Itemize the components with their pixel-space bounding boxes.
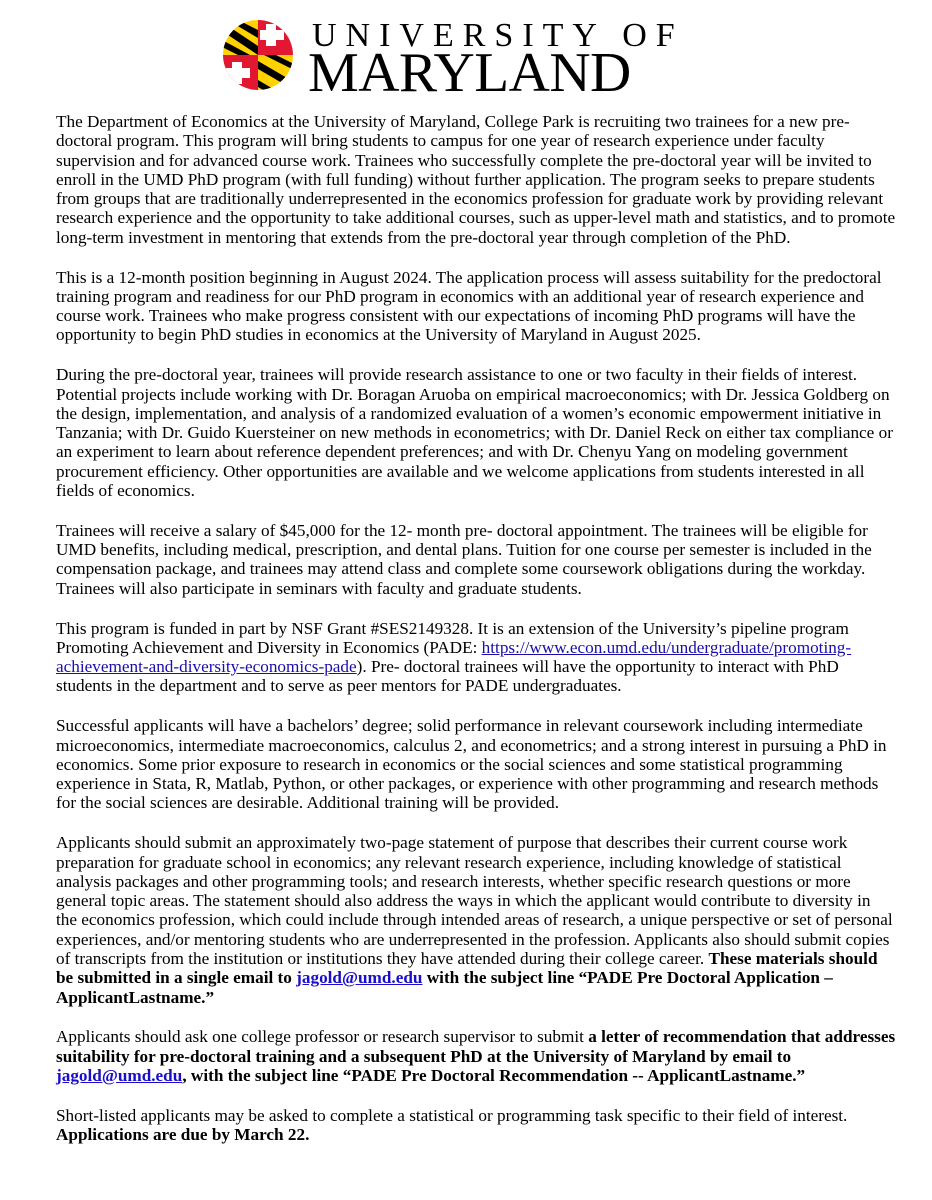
text: procurement efficiency. Other opportunities are available and we welcome applications from students interested in all [56,461,865,481]
text: microeconomics, intermediate macroeconomics, calculus 2, and econometrics; and a strong interest in pursuing a PhD in [56,735,887,755]
text-line [56,228,916,247]
text: supervision and for advanced course work. Trainees who successfully complete the pre-doctoral year will be invited to [56,150,872,170]
paragraph-7 [56,833,916,1007]
text-line [56,774,916,793]
text: Short-listed applicants may be asked to complete a statistical or programming task specific to their field of interest. [56,1105,848,1125]
text: Trainees will also participate in seminars with faculty and graduate students. [56,578,582,598]
text-line [56,287,916,306]
text: experience in Stata, R, Matlab, Python, or other packages, or experience with other programming and research methods [56,774,879,794]
text-line [56,930,916,949]
bold-text: ApplicantLastname.” [56,987,215,1007]
text: Promoting Achievement and Diversity in Economics (PADE: [56,637,482,657]
text: an experiment to learn about reference dependent preferences; and with Dr. Chenyu Yang on modeling government [56,442,848,462]
text-line [56,891,916,910]
text: of transcripts from the institution or institutions they have attended during their college career. [56,948,709,968]
text-line [56,716,916,735]
paragraph-5 [56,619,916,696]
paragraph-9 [56,1106,916,1145]
text: Successful applicants will have a bachelors’ degree; solid performance in relevant coursework including intermediate [56,716,863,736]
text: Potential projects include working with Dr. Boragan Aruoba on empirical macroeconomics; with Dr. Jessica Goldberg on [56,384,890,404]
text: doctoral program. This program will bring students to campus for one year of research experience under faculty [56,131,825,151]
text-line [56,988,916,1007]
text: analysis packages and other programming tools; and research interests, whether specific research questions or more [56,871,851,891]
logo-maryland: MARYLAND [308,42,631,104]
text: enroll in the UMD PhD program (with full funding) without further application. The program seeks to prepare students [56,169,875,189]
text: Tanzania; with Dr. Guido Kuersteiner on new methods in econometrics; with Dr. Daniel Reck on either tax compliance or [56,423,893,443]
text-line [56,325,916,344]
text: for the social sciences are desirable. Additional training will be provided. [56,793,560,813]
text: economics. Some prior exposure to research in economics or the social sciences and some statistical programming [56,754,843,774]
text-line [56,268,916,287]
bold-text: These materials should [708,948,878,968]
email-link[interactable]: jagold@umd.edu [296,968,423,988]
paragraph-2 [56,268,916,345]
text: research experience and the opportunity to take additional courses, such as upper-level math and statistics, and to promote [56,208,896,228]
text-line [56,833,916,852]
text-line [56,540,916,559]
text: from groups that are traditionally underrepresented in the economics profession for graduate work by providing relevant [56,189,884,209]
text-line [56,736,916,755]
text-line [56,189,916,208]
text-line [56,442,916,461]
email-link[interactable]: jagold@umd.edu [56,1065,183,1085]
text-line [56,306,916,325]
text-line [56,910,916,929]
text-line [56,1125,916,1144]
text: ). Pre- doctoral trainees will have the opportunity to interact with PhD [356,657,839,677]
text-line [56,112,916,131]
text-line [56,404,916,423]
document-body [56,112,916,1165]
maryland-flag-globe-icon [222,16,294,94]
paragraph-1 [56,112,916,247]
text-line [56,365,916,384]
text: general topic areas. The statement should also address the ways in which the applicant would contribute to diversity in [56,891,871,911]
text-line [56,755,916,774]
text-line [56,462,916,481]
text-line [56,676,916,695]
text-line [56,521,916,540]
bold-text: with the subject line “PADE Pre Doctoral Application – [422,968,833,988]
text-line [56,423,916,442]
text: UMD benefits, including medical, prescription, and dental plans. Tuition for one course per semester is included in the [56,540,872,560]
text-line [56,968,916,987]
text-line [56,853,916,872]
text-line [56,559,916,578]
text-line [56,579,916,598]
text-line [56,151,916,170]
text: This is a 12-month position beginning in August 2024. The application process will assess suitability for the predoctoral [56,267,882,287]
text: opportunity to begin PhD studies in economics at the University of Maryland in August 2025. [56,325,701,345]
paragraph-3 [56,365,916,500]
university-logo [220,12,684,104]
text: preparation for graduate school in economics; any relevant research experience, including knowledge of statistical [56,852,842,872]
paragraph-8 [56,1027,916,1085]
text-line [56,208,916,227]
text: the design, implementation, and analysis of a randomized evaluation of a women’s economic empowerment initiative in [56,403,882,423]
bold-text: Applications are due by March 22. [56,1125,310,1145]
text: long-term investment in mentoring that extends from the pre-doctoral year through completion of the PhD. [56,227,791,247]
text-line [56,1027,916,1046]
text-line [56,949,916,968]
paragraph-6 [56,716,916,812]
text-line [56,131,916,150]
text: experiences, and/or mentoring students who are underrepresented in the profession. Applicants also should submit copies [56,929,890,949]
text: the economics profession, which could include through intended areas of research, a unique perspective or set of personal [56,910,893,930]
text: compensation package, and trainees may attend class and complete some coursework obligations during the workday. [56,559,866,579]
text-line [56,1066,916,1085]
text: fields of economics. [56,481,195,501]
pade-url-link[interactable]: https://www.econ.umd.edu/undergraduate/promoting- [481,637,852,657]
bold-text: , with the subject line “PADE Pre Doctoral Recommendation -- ApplicantLastname.” [182,1065,806,1085]
text: Trainees will receive a salary of $45,000 for the 12- month pre- doctoral appointment. The trainees will be eligible for [56,520,868,540]
text: This program is funded in part by NSF Grant #SES2149328. It is an extension of the University’s pipeline program [56,618,849,638]
text: students in the department and to serve as peer mentors for PADE undergraduates. [56,676,622,696]
bold-text: be submitted in a single email to [56,968,297,988]
text-line [56,170,916,189]
text: Applicants should ask one college professor or research supervisor to submit [56,1027,589,1047]
text: During the pre-doctoral year, trainees will provide research assistance to one or two faculty in their fields of interest. [56,365,858,385]
text-line [56,872,916,891]
paragraph-4 [56,521,916,598]
pade-url-link[interactable]: achievement-and-diversity-economics-pade [56,657,357,677]
text: The Department of Economics at the University of Maryland, College Park is recruiting two trainees for a new pre- [56,112,850,131]
text: Applicants should submit an approximately two-page statement of purpose that describes their current course work [56,833,848,853]
text-line [56,1047,916,1066]
text: training program and readiness for our PhD program in economics with an additional year of research experience and [56,286,864,306]
text-line [56,1106,916,1125]
text-line [56,657,916,676]
text-line [56,793,916,812]
logo-university-of: UNIVERSITY OF [312,17,684,54]
bold-text: suitability for pre-doctoral training and a subsequent PhD at the University of Maryland by email to [56,1046,792,1066]
text-line [56,481,916,500]
text: course work. Trainees who make progress consistent with our expectations of incoming PhD programs will have the [56,306,856,326]
text-line [56,619,916,638]
bold-text: a letter of recommendation that addresses [588,1027,896,1047]
text-line [56,385,916,404]
text-line [56,638,916,657]
